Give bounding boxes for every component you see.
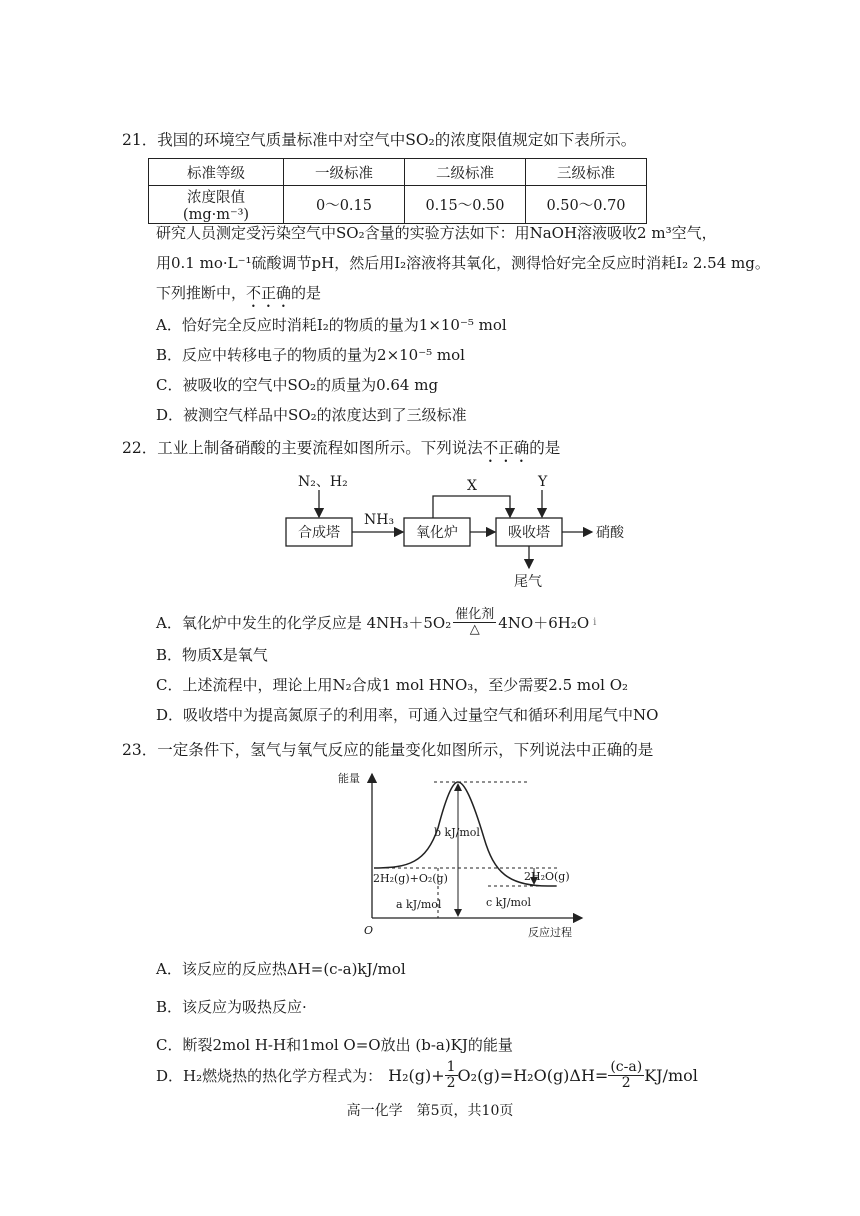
- q22-option-a-prefix: A．氧化炉中发生的化学反应是 4NH₃＋5O₂: [156, 613, 452, 632]
- y-axis-label: 能量: [338, 772, 360, 785]
- fraction-denominator: 2: [446, 1074, 456, 1091]
- q22-stem-prefix: 22．工业上制备硝酸的主要流程如图所示。下列说法: [122, 439, 483, 457]
- heat-symbol: △: [469, 621, 480, 637]
- q23-stem: 23．一定条件下，氢气与氧气反应的能量变化如图所示，下列说法中正确的是: [122, 741, 654, 759]
- q21-option-b: B．反应中转移电子的物质的量为2×10⁻⁵ mol: [156, 346, 465, 364]
- table-header-cell: 三级标准: [526, 159, 647, 186]
- x-label: X: [467, 478, 477, 494]
- table-header-cell: 一级标准: [284, 159, 405, 186]
- fraction-half: [445, 1060, 458, 1090]
- x-axis-label: 反应过程: [528, 926, 572, 939]
- q22-option-a-suffix: 4NO＋6H₂O: [498, 613, 590, 632]
- table-row: [149, 159, 647, 186]
- q21-stem: 21．我国的环境空气质量标准中对空气中SO₂的浓度限值规定如下表所示。: [122, 131, 637, 149]
- table-cell: 0.50～0.70: [526, 186, 647, 224]
- x-loop-arrow: [433, 496, 510, 518]
- c-label: c kJ/mol: [486, 896, 532, 909]
- q21-option-a: A．恰好完全反应时消耗I₂的物质的量为1×10⁻⁵ mol: [156, 316, 507, 334]
- q23-option-b: B．该反应为吸热反应·: [156, 998, 307, 1016]
- table-row: [149, 186, 647, 224]
- table-cell: 0.15～0.50: [405, 186, 526, 224]
- q21-ask: [156, 282, 321, 311]
- q23-option-c: C．断裂2mol H-H和1mol O=O放出 (b-a)KJ的能量: [156, 1036, 513, 1054]
- page-footer: 高一化学 第5页，共10页: [346, 1103, 514, 1119]
- a-label: a kJ/mol: [396, 898, 442, 911]
- energy-profile-diagram: [338, 768, 588, 940]
- y-label: Y: [538, 474, 548, 490]
- table-cell: 0～0.15: [284, 186, 405, 224]
- q23-option-a: A．该反应的反应热ΔH=(c-a)kJ/mol: [156, 960, 406, 978]
- q22-stem-suffix: 的是: [529, 439, 561, 457]
- q23-option-d: [156, 1060, 698, 1090]
- b-label: b kJ/mol: [434, 826, 480, 839]
- q22-stem: [122, 436, 560, 466]
- table-row-label: 浓度限值(mg·m⁻³): [149, 186, 284, 224]
- fraction-denominator: 2: [621, 1074, 631, 1091]
- table-header-cell: 标准等级: [149, 159, 284, 186]
- q23-option-d-prefix: D．H₂燃烧热的热化学方程式为：: [156, 1066, 383, 1085]
- q21-paragraph-2: 用0.1 mo·L⁻¹硫酸调节pH，然后用I₂溶液将其氧化，测得恰好完全反应时消耗I₂ 2.54 mg。: [156, 254, 770, 272]
- equation-part-2: O₂(g)=H₂O(g)ΔH=: [457, 1065, 609, 1085]
- so2-limits-table: [148, 158, 647, 224]
- catalyst-label: 催化剂: [455, 607, 495, 622]
- table-header-cell: 二级标准: [405, 159, 526, 186]
- products-label: 2H₂O(g): [524, 870, 570, 883]
- q21-option-d: D．被测空气样品中SO₂的浓度达到了三级标准: [156, 406, 467, 424]
- tail-gas-label: 尾气: [514, 574, 542, 590]
- nitric-acid-flow-diagram: [270, 466, 650, 590]
- q22-option-b: B．物质X是氧气: [156, 646, 268, 664]
- box1-label: 合成塔: [298, 525, 340, 541]
- q21-ask-emphasis: 不正确: [246, 284, 292, 302]
- equation-part-3: KJ/mol: [644, 1065, 698, 1085]
- q21-paragraph-1: 研究人员测定受污染空气中SO₂含量的实验方法如下：用NaOH溶液吸收2 m³空气，: [156, 224, 717, 242]
- stray-mark: i: [593, 616, 597, 628]
- origin-label: O: [364, 924, 374, 937]
- box2-label: 氧化炉: [416, 525, 458, 541]
- equation-part-1: H₂(g)+: [388, 1065, 445, 1085]
- reaction-condition: [453, 608, 496, 636]
- q22-option-a: [156, 608, 596, 636]
- box3-label: 吸收塔: [508, 525, 550, 541]
- reactants-label: 2H₂(g)+O₂(g): [373, 872, 448, 885]
- q22-option-d: D．吸收塔中为提高氮原子的利用率，可通入过量空气和循环利用尾气中NO: [156, 706, 659, 724]
- input-label: N₂、H₂: [298, 474, 348, 490]
- q22-stem-emphasis: 不正确: [482, 439, 530, 457]
- product-label: 硝酸: [596, 525, 624, 541]
- q21-ask-suffix: 的是: [291, 284, 322, 302]
- fraction-numerator: (c-a): [610, 1059, 643, 1075]
- q21-ask-prefix: 下列推断中，: [156, 284, 247, 302]
- fraction-numerator: 1: [446, 1059, 456, 1075]
- q22-option-c: C．上述流程中，理论上用N₂合成1 mol HNO₃，至少需要2.5 mol O₂: [156, 676, 629, 694]
- nh3-label: NH₃: [364, 512, 395, 528]
- fraction-enthalpy: [608, 1060, 644, 1090]
- q21-option-c: C．被吸收的空气中SO₂的质量为0.64 mg: [156, 376, 439, 394]
